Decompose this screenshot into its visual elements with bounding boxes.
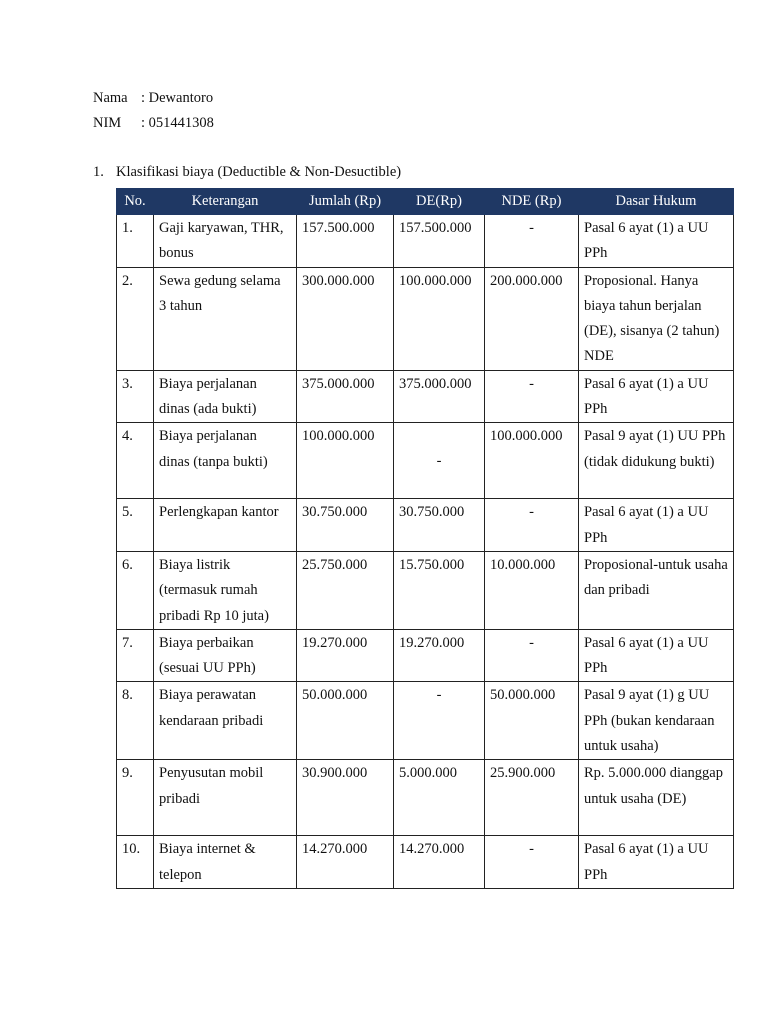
cell-no: 3. (117, 370, 154, 423)
cell-dasar-hukum: Pasal 6 ayat (1) a UU PPh (579, 499, 734, 552)
cell-jumlah: 50.000.000 (297, 682, 394, 760)
table-row (117, 836, 734, 889)
cell-nde: 100.000.000 (485, 423, 579, 499)
cell-jumlah: 375.000.000 (297, 370, 394, 423)
cell-no: 6. (117, 551, 154, 629)
table-row (117, 551, 734, 629)
cell-keterangan: Biaya perawatan kendaraan pribadi (154, 682, 297, 760)
table-row (117, 423, 734, 499)
cell-no: 5. (117, 499, 154, 552)
cell-de: 100.000.000 (394, 267, 485, 370)
table-header-row (117, 189, 734, 215)
section-heading (93, 162, 401, 182)
cell-dasar-hukum: Proposional. Hanya biaya tahun berjalan (DE), sisanya (2 tahun) NDE (579, 267, 734, 370)
cell-de: 5.000.000 (394, 760, 485, 836)
cell-keterangan: Biaya perjalanan dinas (tanpa bukti) (154, 423, 297, 499)
cell-dasar-hukum: Proposional-untuk usaha dan pribadi (579, 551, 734, 629)
cell-de: 14.270.000 (394, 836, 485, 889)
cell-keterangan: Penyusutan mobil pribadi (154, 760, 297, 836)
cell-de: - (394, 423, 485, 499)
cell-no: 7. (117, 629, 154, 682)
table-row (117, 499, 734, 552)
header-jumlah: Jumlah (Rp) (297, 189, 394, 215)
cell-nde: 10.000.000 (485, 551, 579, 629)
section-title: Klasifikasi biaya (Deductible & Non-Desuctible) (116, 164, 402, 180)
cell-jumlah: 100.000.000 (297, 423, 394, 499)
cell-nde: - (485, 370, 579, 423)
cell-de: 375.000.000 (394, 370, 485, 423)
table-row (117, 682, 734, 760)
cell-keterangan: Biaya perjalanan dinas (ada bukti) (154, 370, 297, 423)
cell-jumlah: 19.270.000 (297, 629, 394, 682)
header-dasar-hukum: Dasar Hukum (579, 189, 734, 215)
klasifikasi-biaya-table (116, 188, 734, 889)
nama-value: : Dewantoro (141, 90, 214, 106)
cell-nde: 200.000.000 (485, 267, 579, 370)
cell-dasar-hukum: Pasal 6 ayat (1) a UU PPh (579, 836, 734, 889)
header-de: DE(Rp) (394, 189, 485, 215)
cell-nde: - (485, 499, 579, 552)
header-nde: NDE (Rp) (485, 189, 579, 215)
cell-nde: 50.000.000 (485, 682, 579, 760)
table-row (117, 215, 734, 268)
cell-nde: - (485, 629, 579, 682)
table-row (117, 760, 734, 836)
cell-nde: - (485, 836, 579, 889)
cell-no: 10. (117, 836, 154, 889)
cell-de: - (394, 682, 485, 760)
section-number: 1. (93, 164, 104, 180)
cell-jumlah: 25.750.000 (297, 551, 394, 629)
cell-keterangan: Biaya listrik (termasuk rumah pribadi Rp 10 juta) (154, 551, 297, 629)
nama-label: Nama (93, 90, 128, 106)
header-no: No. (117, 189, 154, 215)
nama-row (93, 86, 214, 111)
cell-keterangan: Biaya internet & telepon (154, 836, 297, 889)
cell-nde: 25.900.000 (485, 760, 579, 836)
cell-de: 19.270.000 (394, 629, 485, 682)
nim-row (93, 111, 214, 136)
cell-de: 15.750.000 (394, 551, 485, 629)
cell-dasar-hukum: Pasal 6 ayat (1) a UU PPh (579, 370, 734, 423)
cell-no: 2. (117, 267, 154, 370)
table-row (117, 629, 734, 682)
nim-label: NIM (93, 115, 122, 131)
cell-nde: - (485, 215, 579, 268)
cell-dasar-hukum: Pasal 6 ayat (1) a UU PPh (579, 215, 734, 268)
table-row (117, 267, 734, 370)
table-row (117, 370, 734, 423)
nim-value: : 051441308 (141, 115, 214, 131)
cell-dasar-hukum: Pasal 9 ayat (1) UU PPh (tidak didukung bukti) (579, 423, 734, 499)
cell-keterangan: Gaji karyawan, THR, bonus (154, 215, 297, 268)
cell-keterangan: Sewa gedung selama 3 tahun (154, 267, 297, 370)
cell-no: 8. (117, 682, 154, 760)
cell-dasar-hukum: Rp. 5.000.000 dianggap untuk usaha (DE) (579, 760, 734, 836)
header-keterangan: Keterangan (154, 189, 297, 215)
cell-keterangan: Biaya perbaikan (sesuai UU PPh) (154, 629, 297, 682)
cell-de: 157.500.000 (394, 215, 485, 268)
cell-keterangan: Perlengkapan kantor (154, 499, 297, 552)
cell-jumlah: 14.270.000 (297, 836, 394, 889)
cell-jumlah: 30.900.000 (297, 760, 394, 836)
cell-jumlah: 30.750.000 (297, 499, 394, 552)
cell-dasar-hukum: Pasal 6 ayat (1) a UU PPh (579, 629, 734, 682)
cell-de: 30.750.000 (394, 499, 485, 552)
cell-dasar-hukum: Pasal 9 ayat (1) g UU PPh (bukan kendaraan untuk usaha) (579, 682, 734, 760)
cell-no: 4. (117, 423, 154, 499)
identity-block (93, 86, 214, 136)
cell-jumlah: 300.000.000 (297, 267, 394, 370)
cell-no: 1. (117, 215, 154, 268)
cell-no: 9. (117, 760, 154, 836)
cell-jumlah: 157.500.000 (297, 215, 394, 268)
